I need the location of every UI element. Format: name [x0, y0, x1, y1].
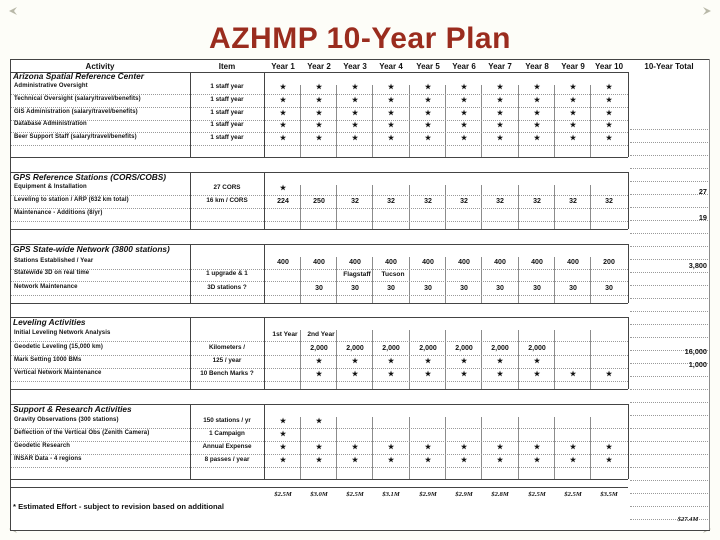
year-cell: 30 [496, 285, 504, 292]
effort-star-icon: ★ [424, 371, 432, 378]
effort-star-icon: ★ [460, 457, 468, 464]
effort-star-icon: ★ [605, 122, 613, 129]
effort-star-icon: ★ [315, 110, 323, 117]
grid-dot-line [630, 246, 708, 247]
year-cell: 32 [569, 198, 577, 205]
grid-dot-line [630, 428, 708, 429]
year-cell: 400 [277, 259, 289, 266]
year-cell: 2,000 [419, 345, 437, 352]
row-divider [11, 454, 628, 455]
table-top-border [10, 59, 710, 60]
grid-dot-line [630, 272, 708, 273]
row-activity: Administrative Oversight [14, 83, 88, 89]
row-total: 1,000 [688, 360, 707, 369]
header-year-6: Year 6 [452, 62, 476, 71]
annual-cost: $2.5M [346, 491, 364, 498]
row-item: 10 Bench Marks ? [200, 370, 254, 377]
effort-star-icon: ★ [279, 97, 287, 104]
grid-dot-line [630, 506, 708, 507]
row-divider [11, 381, 628, 382]
row-item: 150 stations / yr [203, 417, 251, 424]
year-cell: Tucson [381, 271, 405, 278]
effort-star-icon: ★ [387, 444, 395, 451]
row-activity: Vertical Network Maintenance [14, 370, 102, 376]
year-cell: 2,000 [528, 345, 546, 352]
year-divider [518, 185, 519, 229]
row-activity: Geodetic Leveling (15,000 km) [14, 344, 103, 350]
header-year-10: Year 10 [594, 62, 624, 71]
section-bottom-line [10, 389, 628, 390]
year-cell: 30 [533, 285, 541, 292]
grid-dot-line [630, 493, 708, 494]
effort-star-icon: ★ [351, 110, 359, 117]
effort-star-icon: ★ [315, 135, 323, 142]
row-activity: Technical Oversight (salary/travel/benefits) [14, 96, 141, 102]
effort-star-icon: ★ [424, 97, 432, 104]
row-item: Kilometers / [208, 344, 246, 351]
effort-star-icon: ★ [387, 457, 395, 464]
total-cost: $27.4M [677, 516, 699, 523]
year-cell: 32 [387, 198, 395, 205]
header-total: 10-Year Total [644, 62, 694, 71]
effort-star-icon: ★ [279, 122, 287, 129]
row-activity: GIS Administration (salary/travel/benefits) [14, 109, 138, 115]
row-activity: Geodetic Research [14, 443, 71, 449]
row-divider [11, 107, 628, 108]
row-activity: Beer Support Staff (salary/travel/benefits) [14, 134, 137, 140]
year-cell: 30 [605, 285, 613, 292]
effort-star-icon: ★ [533, 444, 541, 451]
grid-dot-line [630, 376, 708, 377]
year-cell: 400 [494, 259, 506, 266]
year-cell: 32 [460, 198, 468, 205]
effort-star-icon: ★ [315, 371, 323, 378]
grid-dot-line [630, 233, 708, 234]
footnote: * Estimated Effort - subject to revision based on additional [13, 502, 224, 511]
row-item: 1 staff year [210, 134, 244, 141]
row-divider [11, 195, 628, 196]
annual-cost: $3.1M [382, 491, 400, 498]
row-divider [11, 368, 628, 369]
effort-star-icon: ★ [460, 110, 468, 117]
effort-star-icon: ★ [460, 84, 468, 91]
year-divider [554, 185, 555, 229]
effort-star-icon: ★ [315, 358, 323, 365]
grid-dot-line [630, 259, 708, 260]
year-cell: 250 [313, 198, 325, 205]
row-divider [11, 208, 628, 209]
effort-star-icon: ★ [496, 84, 504, 91]
row-divider [11, 94, 628, 95]
year-divider [372, 185, 373, 229]
effort-star-icon: ★ [569, 135, 577, 142]
grid-dot-line [630, 194, 708, 195]
row-divider [11, 269, 628, 270]
grid-dot-line [630, 220, 708, 221]
effort-star-icon: ★ [533, 135, 541, 142]
plan-table [10, 59, 710, 531]
row-total: 27 [698, 187, 707, 196]
year-cell: 400 [349, 259, 361, 266]
section-title: GPS Reference Stations (CORS/COBS) [13, 172, 167, 182]
annual-cost: $3.5M [600, 491, 618, 498]
effort-star-icon: ★ [351, 371, 359, 378]
annual-cost: $2.5M [564, 491, 582, 498]
effort-star-icon: ★ [605, 135, 613, 142]
effort-star-icon: ★ [569, 371, 577, 378]
year-cell: 400 [422, 259, 434, 266]
year-cell: 30 [460, 285, 468, 292]
effort-star-icon: ★ [569, 84, 577, 91]
year-cell: 32 [496, 198, 504, 205]
effort-star-icon: ★ [279, 84, 287, 91]
effort-star-icon: ★ [569, 122, 577, 129]
grid-dot-line [630, 324, 708, 325]
header-year-4: Year 4 [379, 62, 403, 71]
row-activity: Stations Established / Year [14, 258, 94, 264]
year-cell: 400 [313, 259, 325, 266]
row-activity: Gravity Observations (300 stations) [14, 417, 119, 423]
grid-dot-line [630, 129, 708, 130]
section-title: GPS State-wide Network (3800 stations) [13, 244, 170, 254]
effort-star-icon: ★ [533, 371, 541, 378]
effort-star-icon: ★ [351, 97, 359, 104]
annual-cost: $2.5M [528, 491, 546, 498]
row-divider [11, 221, 628, 222]
row-activity: Deflection of the Vertical Obs (Zenith Camera) [14, 430, 150, 436]
effort-star-icon: ★ [460, 444, 468, 451]
header-year-3: Year 3 [343, 62, 367, 71]
effort-star-icon: ★ [387, 110, 395, 117]
section-bottom-line [10, 229, 628, 230]
annual-cost: $2.9M [455, 491, 473, 498]
header-year-8: Year 8 [525, 62, 549, 71]
row-divider [11, 428, 628, 429]
effort-star-icon: ★ [569, 457, 577, 464]
row-item: 1 staff year [210, 121, 244, 128]
grid-dot-line [630, 181, 708, 182]
effort-star-icon: ★ [279, 431, 287, 438]
effort-star-icon: ★ [351, 457, 359, 464]
year-divider [445, 185, 446, 229]
year-divider [590, 185, 591, 229]
effort-star-icon: ★ [460, 135, 468, 142]
year-cell: 2,000 [346, 345, 364, 352]
row-divider [11, 145, 628, 146]
row-divider [11, 467, 628, 468]
slide-title: AZHMP 10-Year Plan [209, 22, 511, 55]
column-divider [264, 317, 265, 389]
row-activity: Leveling to station / ARP (632 km total) [14, 197, 129, 203]
cost-row-line [10, 487, 628, 488]
grid-dot-line [630, 298, 708, 299]
header-activity: Activity [85, 62, 115, 71]
effort-star-icon: ★ [533, 84, 541, 91]
effort-star-icon: ★ [496, 135, 504, 142]
effort-star-icon: ★ [387, 97, 395, 104]
row-activity: Maintenance - Additions (8/yr) [14, 210, 103, 216]
effort-star-icon: ★ [533, 358, 541, 365]
effort-star-icon: ★ [533, 457, 541, 464]
header-year-7: Year 7 [488, 62, 512, 71]
effort-star-icon: ★ [351, 444, 359, 451]
section-bottom-line [10, 303, 628, 304]
effort-star-icon: ★ [351, 358, 359, 365]
row-item: 125 / year [212, 357, 242, 364]
column-divider [628, 317, 629, 389]
header-item: Item [218, 62, 236, 71]
grid-dot-line [630, 155, 708, 156]
row-divider [11, 441, 628, 442]
year-cell: 400 [531, 259, 543, 266]
grid-dot-line [630, 389, 708, 390]
grid-dot-line [630, 480, 708, 481]
row-activity: INSAR Data - 4 regions [14, 456, 82, 462]
row-activity: Equipment & Installation [14, 184, 87, 190]
effort-star-icon: ★ [279, 185, 287, 192]
header-year-5: Year 5 [416, 62, 440, 71]
row-item: 1 staff year [210, 96, 244, 103]
grid-dot-line [630, 415, 708, 416]
effort-star-icon: ★ [279, 418, 287, 425]
year-cell: 2,000 [491, 345, 509, 352]
year-cell: 400 [458, 259, 470, 266]
effort-star-icon: ★ [605, 110, 613, 117]
row-item: 1 staff year [210, 109, 244, 116]
year-cell: Flagstaff [343, 271, 371, 278]
row-item: 3D stations ? [207, 284, 247, 291]
row-total: 19 [698, 213, 707, 222]
effort-star-icon: ★ [496, 371, 504, 378]
year-cell: 2,000 [455, 345, 473, 352]
header-year-9: Year 9 [561, 62, 585, 71]
effort-star-icon: ★ [279, 444, 287, 451]
header-year-1: Year 1 [271, 62, 295, 71]
effort-star-icon: ★ [315, 97, 323, 104]
year-cell: 30 [351, 285, 359, 292]
corner-arrow-icon [8, 6, 18, 16]
row-item: 16 km / CORS [206, 197, 248, 204]
year-cell: 224 [277, 198, 289, 205]
year-cell: 30 [569, 285, 577, 292]
grid-dot-line [630, 467, 708, 468]
effort-star-icon: ★ [279, 110, 287, 117]
row-activity: Initial Leveling Network Analysis [14, 330, 111, 336]
row-activity: Network Maintenance [14, 284, 78, 290]
row-activity: Mark Setting 1000 BMs [14, 357, 82, 363]
effort-star-icon: ★ [424, 110, 432, 117]
annual-cost: $2.8M [491, 491, 509, 498]
grid-dot-line [630, 441, 708, 442]
annual-cost: $2.5M [274, 491, 292, 498]
row-activity: Statewide 3D on real time [14, 270, 90, 276]
year-cell: 400 [385, 259, 397, 266]
header-year-2: Year 2 [307, 62, 331, 71]
effort-star-icon: ★ [387, 84, 395, 91]
effort-star-icon: ★ [315, 457, 323, 464]
effort-star-icon: ★ [460, 371, 468, 378]
effort-star-icon: ★ [496, 358, 504, 365]
effort-star-icon: ★ [569, 444, 577, 451]
effort-star-icon: ★ [351, 122, 359, 129]
effort-star-icon: ★ [496, 457, 504, 464]
grid-dot-line [630, 285, 708, 286]
effort-star-icon: ★ [533, 122, 541, 129]
column-divider [628, 72, 629, 157]
annual-cost: $3.0M [310, 491, 328, 498]
effort-star-icon: ★ [315, 122, 323, 129]
effort-star-icon: ★ [387, 358, 395, 365]
year-cell: 32 [605, 198, 613, 205]
effort-star-icon: ★ [605, 444, 613, 451]
effort-star-icon: ★ [460, 97, 468, 104]
effort-star-icon: ★ [605, 371, 613, 378]
year-cell: 30 [387, 285, 395, 292]
year-cell: 2,000 [310, 345, 328, 352]
effort-star-icon: ★ [496, 122, 504, 129]
section-top-line [10, 317, 628, 318]
effort-star-icon: ★ [387, 122, 395, 129]
effort-star-icon: ★ [351, 84, 359, 91]
year-cell: 30 [315, 285, 323, 292]
grid-dot-line [630, 168, 708, 169]
effort-star-icon: ★ [279, 135, 287, 142]
section-title: Support & Research Activities [13, 404, 132, 414]
row-divider [11, 341, 628, 342]
row-total: 16,000 [684, 347, 707, 356]
effort-star-icon: ★ [460, 358, 468, 365]
table-bottom-border [10, 530, 710, 531]
column-divider [628, 404, 629, 479]
effort-star-icon: ★ [424, 358, 432, 365]
effort-star-icon: ★ [605, 97, 613, 104]
year-divider [336, 185, 337, 229]
row-activity: Database Administration [14, 121, 87, 127]
corner-arrow-icon [702, 6, 712, 16]
row-item: 1 Campaign [209, 430, 245, 437]
row-item: 1 staff year [210, 83, 244, 90]
year-cell: 2nd Year [307, 331, 335, 338]
grid-dot-line [630, 311, 708, 312]
row-item: 1 upgrade & 1 [206, 270, 248, 277]
year-divider [409, 185, 410, 229]
effort-star-icon: ★ [424, 457, 432, 464]
effort-star-icon: ★ [315, 84, 323, 91]
grid-dot-line [630, 142, 708, 143]
row-item: 8 passes / year [204, 456, 250, 463]
section-title: Arizona Spatial Reference Center [13, 71, 144, 81]
column-divider [190, 317, 191, 389]
effort-star-icon: ★ [533, 97, 541, 104]
section-bottom-line [10, 157, 628, 158]
section-title: Leveling Activities [13, 317, 86, 327]
effort-star-icon: ★ [424, 84, 432, 91]
grid-dot-line [630, 402, 708, 403]
year-divider [481, 185, 482, 229]
year-cell: 400 [567, 259, 579, 266]
effort-star-icon: ★ [569, 110, 577, 117]
grid-dot-line [630, 454, 708, 455]
effort-star-icon: ★ [605, 84, 613, 91]
row-divider [11, 295, 628, 296]
row-divider [11, 281, 628, 282]
year-cell: 2,000 [382, 345, 400, 352]
effort-star-icon: ★ [605, 457, 613, 464]
effort-star-icon: ★ [496, 97, 504, 104]
annual-cost: $2.9M [419, 491, 437, 498]
effort-star-icon: ★ [496, 110, 504, 117]
year-cell: 32 [533, 198, 541, 205]
year-cell: 32 [424, 198, 432, 205]
row-item: 27 CORS [213, 184, 241, 191]
effort-star-icon: ★ [424, 122, 432, 129]
row-item: Annual Expense [202, 443, 252, 450]
effort-star-icon: ★ [496, 444, 504, 451]
effort-star-icon: ★ [387, 371, 395, 378]
effort-star-icon: ★ [387, 135, 395, 142]
row-total: 3,800 [688, 261, 707, 270]
year-cell: 200 [603, 259, 615, 266]
effort-star-icon: ★ [424, 135, 432, 142]
effort-star-icon: ★ [315, 444, 323, 451]
effort-star-icon: ★ [460, 122, 468, 129]
effort-star-icon: ★ [569, 97, 577, 104]
effort-star-icon: ★ [533, 110, 541, 117]
year-cell: 1st Year [272, 331, 298, 338]
effort-star-icon: ★ [315, 418, 323, 425]
row-divider [11, 132, 628, 133]
grid-dot-line [630, 337, 708, 338]
effort-star-icon: ★ [424, 444, 432, 451]
column-divider [628, 172, 629, 229]
section-bottom-line [10, 479, 628, 480]
column-divider [628, 244, 629, 303]
effort-star-icon: ★ [351, 135, 359, 142]
year-cell: 32 [351, 198, 359, 205]
table-right-border [709, 59, 710, 531]
effort-star-icon: ★ [279, 457, 287, 464]
grid-dot-line [630, 207, 708, 208]
row-divider [11, 355, 628, 356]
year-cell: 30 [424, 285, 432, 292]
